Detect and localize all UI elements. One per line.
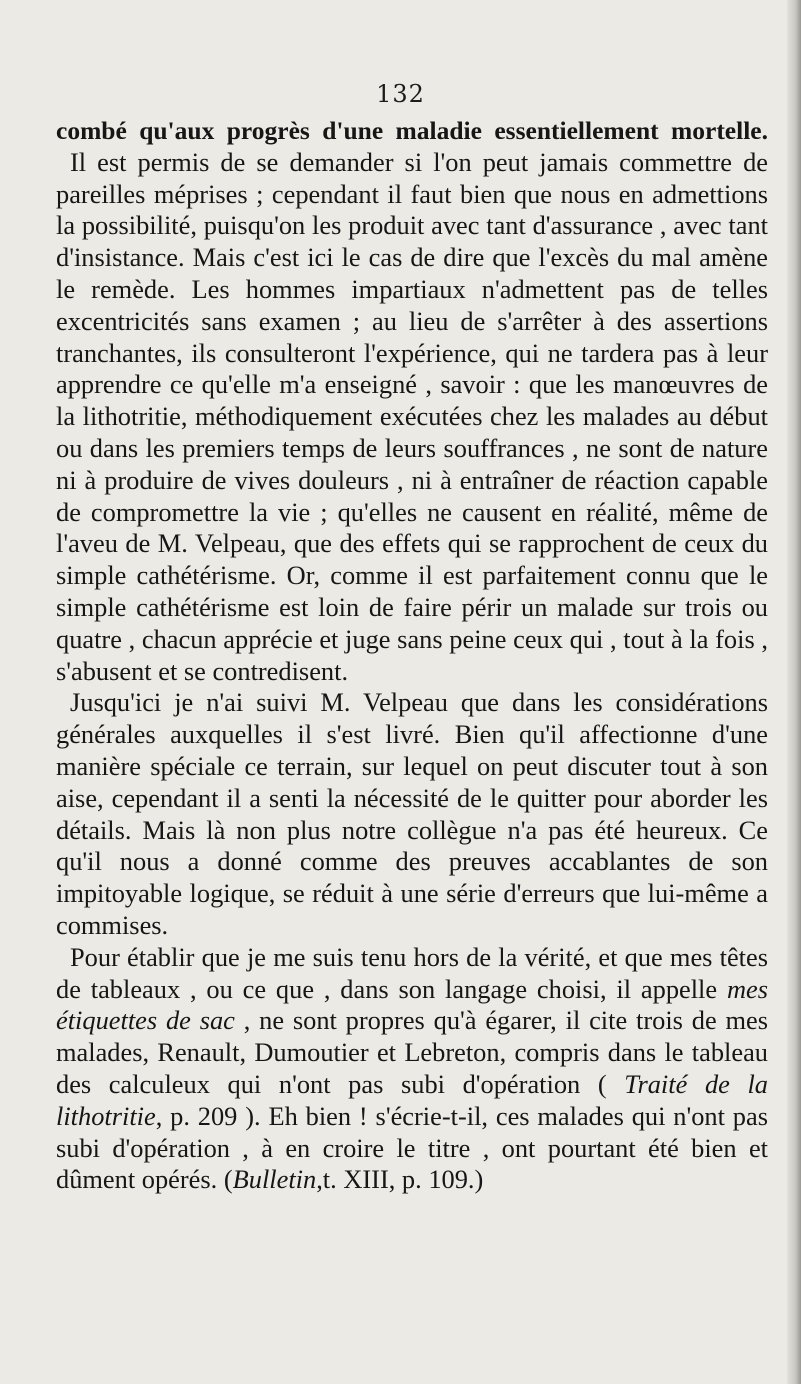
italic-bulletin: Bulletin [232,1164,317,1195]
body-text [56,115,768,1196]
paragraph-1: Il est permis de se demander si l'on peut jamais commettre de pareilles méprises ; cependant il faut bien que nous en admettions la possibilité, puisqu'on les produit avec tant d'assurance , avec tant d'insistance. Mais c'est ici le cas de dire que l'excès du mal amène le remède. Les hommes impartiaux n'admettent pas de telles excentricités sans examen ; au lieu de s'arrêter à des assertions tranchantes, ils consulteront l'expérience, qui ne tardera pas à leur apprendre ce qu'elle m'a enseigné , savoir : que les manœuvres de la lithotritie, méthodiquement exécutées chez les malades au début ou dans les premiers temps de leurs souffrances , ne sont de nature ni à produire de vives douleurs , ni à entraîner de réaction capable de compromettre la vie ; qu'elles ne causent en réalité, même de l'aveu de M. Velpeau, que des effets qui se rapprochent de ceux du simple cathétérisme. Or, comme il est parfaitement connu que le simple cathétérisme est loin de faire périr un malade sur trois ou quatre , chacun apprécie et juge sans peine ceux qui , tout à la fois , s'abusent et se contredisent. [56,146,768,686]
paragraph-3: Pour établir que je me suis tenu hors de la vérité, et que mes têtes de tableaux , ou ce que , dans son langage choisi, il appelle mes étiquettes de sac , ne sont propres qu'à égarer, il cite trois de mes malades, Renault, Dumoutier et Lebreton, compris dans le tableau des calculeux qui n'ont pas subi d'opération ( Traité de la lithotritie, p. 209 ). Eh bien ! s'écrie-t-il, ces malades qui n'ont pas subi d'opération , à en croire le titre , ont pourtant été bien et dûment opérés. (Bulletin,t. XIII, p. 109.) [56,941,768,1195]
italic-phrase: mes étiquettes de sac [56,973,768,1036]
paragraph-2: Jusqu'ici je n'ai suivi M. Velpeau que dans les considérations générales auxquelles il s'est livré. Bien qu'il affectionne d'une manière spéciale ce terrain, sur lequel on peut discuter tout à son aise, cependant il a senti la nécessité de le quitter pour aborder les détails. Mais là non plus notre collègue n'a pas été heureux. Ce qu'il nous a donné comme des preuves accablantes de son impitoyable logique, se réduit à une série d'erreurs que lui-même a commises. [56,687,768,940]
page-edge-shadow [787,0,801,1384]
continued-line: combé qu'aux progrès d'une maladie essentiellement mortelle. [56,116,768,145]
italic-book-title: Traité de la lithotritie [56,1068,768,1131]
page-number: 132 [376,80,425,108]
